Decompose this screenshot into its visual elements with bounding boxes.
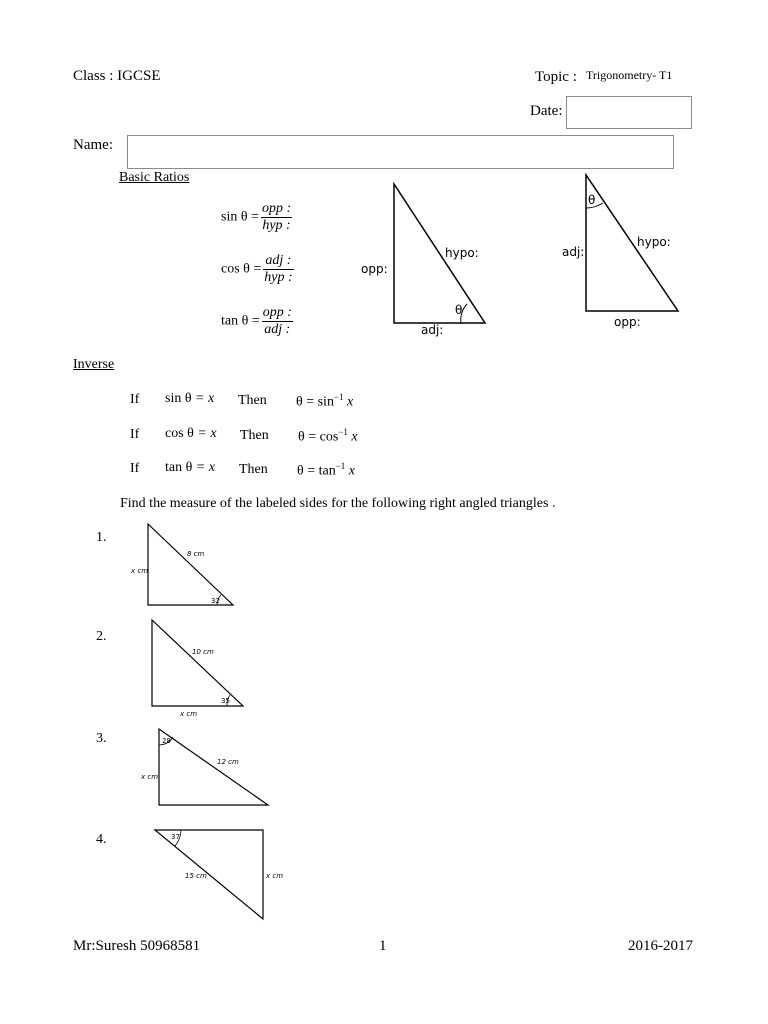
problem-4-angle: 37 [171, 833, 180, 841]
cos-denominator: hyp : [264, 270, 293, 285]
inverse-result-1-var: x [347, 394, 354, 410]
problem-3-shape [159, 729, 268, 805]
sin-numerator: opp : [261, 201, 292, 216]
problem-3-hyp-label: 12 cm [217, 758, 239, 766]
inverse-result-2-sup: −1 [338, 427, 348, 437]
problem-4-shape [155, 830, 263, 919]
problem-4-side-label: x cm [266, 872, 284, 880]
inverse-condition-3-rest: = x [195, 460, 215, 475]
name-label: Name: [73, 137, 113, 153]
problem-1-angle: 32 [211, 597, 220, 605]
inverse-then-1: Then [238, 393, 267, 408]
problem-1-shape [148, 524, 233, 605]
problem-3-number: 3. [96, 731, 107, 746]
triangle-1-opp-label: opp: [361, 262, 388, 276]
topic-value: Trigonometry- T1 [586, 68, 673, 82]
inverse-result-1-lhs: θ = sin [296, 394, 334, 410]
triangle-1-theta: θ [455, 303, 463, 317]
inverse-result-2 [298, 427, 358, 446]
inverse-result-1-sup: −1 [333, 392, 344, 402]
cos-numerator: adj : [263, 253, 293, 270]
sin-denominator: hyp : [262, 218, 291, 233]
inverse-result-2-lhs: θ = cos [298, 429, 339, 445]
inverse-result-2-var: x [351, 429, 358, 445]
inverse-result-3-var: x [348, 463, 356, 479]
problem-4-number: 4. [96, 832, 107, 847]
problem-1-side-label: x cm [131, 567, 149, 575]
instructions: Find the measure of the labeled sides for the following right angled triangles . [120, 496, 556, 511]
class-label: Class : IGCSE [73, 68, 161, 84]
footer-page-number: 1 [379, 938, 387, 954]
problem-1-triangle [125, 520, 240, 610]
problem-3-triangle [138, 725, 273, 810]
problem-2-hyp-label: 10 cm [192, 648, 214, 656]
name-field[interactable] [127, 135, 674, 169]
tan-numerator: opp : [262, 305, 292, 320]
footer-year: 2016-2017 [628, 938, 693, 954]
problem-4-triangle [150, 825, 290, 925]
date-field[interactable] [566, 96, 692, 129]
triangle-2-hyp-label: hypo: [637, 235, 671, 249]
date-label: Date: [530, 103, 563, 119]
triangle-2-theta: θ [588, 193, 596, 207]
tan-formula [221, 305, 293, 338]
problem-2-number: 2. [96, 629, 107, 644]
triangle-2-opp-label: opp: [614, 315, 641, 329]
inverse-result-3-lhs: θ = tan [297, 463, 336, 479]
footer-author: Mr:Suresh 50968581 [73, 938, 201, 954]
inverse-condition-1 [165, 391, 214, 407]
triangle-1-hyp-label: hypo: [445, 246, 479, 260]
cos-lhs: cos θ = [221, 261, 262, 277]
problem-3-side-label: x cm [141, 773, 159, 781]
inverse-heading: Inverse [73, 357, 115, 372]
problem-1-hyp-label: 8 cm [187, 550, 205, 558]
inverse-condition-2 [165, 426, 217, 442]
inverse-condition-3-fn: tan θ [165, 460, 193, 475]
inverse-condition-1-rest: = x [195, 391, 215, 406]
inverse-if-3: If [130, 461, 140, 476]
problem-2-side-label: x cm [180, 710, 198, 718]
tan-lhs: tan θ = [221, 313, 260, 329]
reference-triangle-2 [555, 170, 695, 335]
inverse-if-2: If [130, 427, 140, 442]
sin-lhs: sin θ = [221, 209, 259, 225]
sin-formula [221, 201, 292, 234]
inverse-condition-2-fn: cos θ [165, 426, 194, 441]
problem-1-number: 1. [96, 530, 107, 545]
basic-ratios-heading: Basic Ratios [119, 170, 190, 185]
problem-2-angle: 35 [221, 697, 230, 705]
inverse-then-3: Then [239, 462, 268, 477]
topic-label: Topic : [535, 69, 577, 85]
reference-triangle-1 [355, 180, 495, 340]
cos-formula [221, 253, 294, 286]
problem-3-angle: 28 [162, 737, 171, 745]
inverse-then-2: Then [240, 428, 269, 443]
inverse-if-1: If [130, 392, 140, 407]
inverse-condition-3 [165, 460, 215, 476]
triangle-1-adj-label: adj: [421, 323, 444, 337]
inverse-result-3-sup: −1 [335, 461, 346, 471]
inverse-result-3 [297, 461, 355, 480]
triangle-2-adj-label: adj: [562, 245, 585, 259]
inverse-result-1 [296, 392, 353, 411]
inverse-condition-1-fn: sin θ [165, 391, 192, 406]
problem-2-triangle [140, 615, 250, 720]
problem-2-shape [152, 620, 243, 706]
tan-denominator: adj : [264, 322, 291, 337]
inverse-condition-2-rest: = x [197, 426, 217, 441]
problem-4-hyp-label: 15 cm [185, 872, 207, 880]
